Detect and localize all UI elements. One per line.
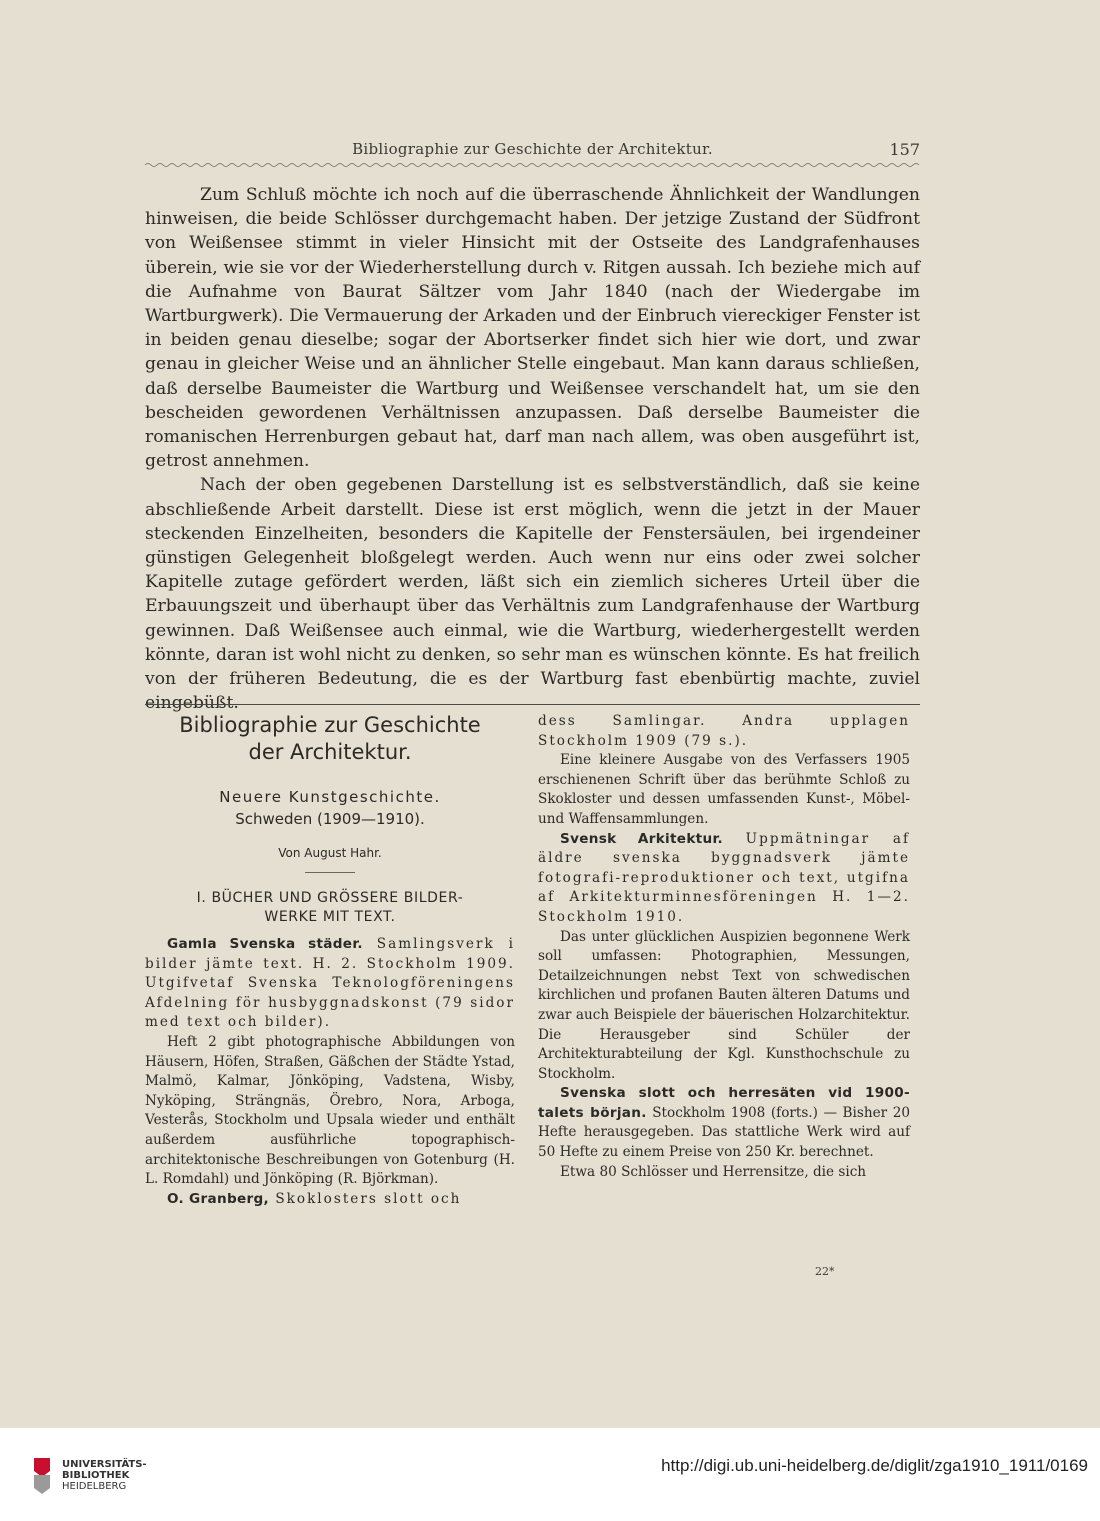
library-line: UNIVERSITÄTS- bbox=[62, 1459, 147, 1470]
library-line: HEIDELBERG bbox=[62, 1481, 127, 1492]
bibliography-title-line: der Architektur. bbox=[248, 740, 412, 764]
author-line: Von August Hahr. bbox=[278, 846, 382, 860]
entry-lead: Svensk Arkitektur. bbox=[560, 830, 723, 847]
entry-text: Stockholm 1908 (forts.) — Bisher 20 Hefte herausgegeben. Das stattliche Werk wird auf 50 Hefte zu einem Preise von 250 Kr. berechnet. bbox=[538, 1104, 910, 1161]
bibliography-title-line: Bibliographie zur Geschichte bbox=[179, 713, 481, 737]
library-line: BIBLIOTHEK bbox=[62, 1470, 130, 1481]
library-logo-icon bbox=[30, 1455, 54, 1497]
entry-text: Eine kleinere Ausgabe von des Verfassers 1905 erschienenen Schrift über das berühmte Schloß zu Skokloster und dessen umfassenden Kunst-, Möbel- und Waffensammlungen. bbox=[538, 752, 910, 827]
bib-entry bbox=[145, 1033, 515, 1190]
entry-lead: O. Granberg, bbox=[167, 1190, 270, 1207]
entry-continuation: dess Samlingar. Andra upplagen Stockholm 1909 (79 s.). bbox=[538, 713, 910, 749]
section-heading-line: WERKE MIT TEXT. bbox=[264, 909, 396, 925]
source-url-link[interactable]: http://digi.ub.uni-heidelberg.de/diglit/zga1910_1911/0169 bbox=[661, 1456, 1088, 1475]
entry-text: Skoklosters slott och bbox=[269, 1190, 462, 1207]
bib-entry bbox=[538, 830, 910, 928]
footer bbox=[0, 1428, 1100, 1521]
bib-entry bbox=[538, 1163, 910, 1183]
section-heading-line: I. BÜCHER UND GRÖSSERE BILDER- bbox=[196, 890, 464, 906]
short-divider bbox=[305, 872, 355, 873]
library-name bbox=[62, 1459, 147, 1492]
paragraph: Nach der oben gegebenen Darstellung ist es selbstverständlich, daß sie keine abschließende Arbeit darstellt. Diese ist erst möglich, wenn die jetzt in der Mauer steckenden Einzelheiten, besonders die Kapitelle der Fenstersäulen, bei irgendeiner günstigen Gelegenheit bloßgelegt werden. Auch wenn nur eins oder zwei solcher Kapitelle zutage gefördert werden, läßt sich ein ziemlich sicheres Urteil über die Erbauungszeit und überhaupt über das Verhältnis zum Landgrafenhause der Wartburg gewinnen. Daß Weißensee auch einmal, wie die Wartburg, wiederhergestellt werden könnte, daran ist wohl nicht zu denken, so sehr man es wünschen könnte. Es hat freilich von der früheren Bedeutung, die es der Wartburg fast ebenbürtig machte, zuviel eingebüßt. bbox=[145, 475, 920, 714]
page-number: 157 bbox=[889, 140, 920, 159]
paragraph: Zum Schluß möchte ich noch auf die überraschende Ähnlichkeit der Wandlungen hinweisen, die beide Schlösser durchgemacht haben. Der jetzige Zustand der Südfront von Weißensee stimmt in vieler Hinsicht mit der Ostseite des Landgrafenhauses überein, wie sie vor der Wiederherstellung durch v. Ritgen aussah. Ich beziehe mich auf die Aufnahme von Baurat Sältzer vom Jahr 1840 (nach der Wiedergabe im Wartburgwerk). Die Vermauerung der Arkaden und der Einbruch viereckiger Fenster ist in beiden genau dieselbe; sogar der Abortserker findet sich hier wie dort, und zwar genau in gleicher Weise und an ähnlicher Stelle eingebaut. Man kann daraus schließen, daß derselbe Baumeister die Wartburg und Weißensee verschandelt hat, um sie den bescheiden gewordenen Verhältnissen anzupassen. Daß derselbe Baumeister die romanischen Herrenburgen gebaut hat, darf man nach allem, was oben ausgeführt ist, getrost annehmen. bbox=[145, 185, 920, 472]
main-text bbox=[145, 183, 920, 715]
bibliography-title bbox=[145, 712, 515, 766]
entry-text: Heft 2 gibt photographische Abbildungen von Häusern, Höfen, Straßen, Gäßchen der Städte Ystad, Malmö, Kalmar, Jönköping, Vadstena, Wisby, Nyköping, Strängnäs, Örebro, Nora, Arboga, Vesterås, Stockholm und Upsala wieder und enthält außerdem ausführliche topographisch-architektonische Beschreibungen von Gotenburg (H. L. Romdahl) und Jönköping (R. Björkman). bbox=[145, 1033, 515, 1188]
section-divider bbox=[145, 704, 920, 705]
wavy-rule bbox=[145, 161, 920, 169]
section-heading bbox=[145, 889, 515, 927]
entry-text: Das unter glücklichen Auspizien begonnene Werk soll umfassen: Photographien, Messungen, Detailzeichnungen nebst Text von schwedischen kirchlichen und profanen Bauten älteren Datums und zwar auch Beispiele der bäuerischen Holzarchitektur. Die Herausgeber sind Schüler der Architekturabteilung der Kgl. Kunsthochschule zu Stockholm. bbox=[538, 928, 910, 1082]
entry-text: Uppmätningar af äldre svenska byggnadsverk jämte fotografi-reproduktioner och text, utgifna af Arkitekturminnesföreningen H. 1—2. Stockholm 1910. bbox=[538, 830, 910, 925]
signature-mark: 22* bbox=[815, 1265, 835, 1278]
right-column bbox=[538, 712, 910, 1182]
entry-text: Samlingsverk i bilder jämte text. H. 2. Stockholm 1909. Utgifvetaf Svenska Teknologföreningens Afdelning för husbyggnadskonst (79 sidor med text och bilder). bbox=[145, 936, 516, 1031]
subtitle: Schweden (1909—1910). bbox=[235, 810, 425, 828]
bib-entry bbox=[538, 751, 910, 829]
bib-entry bbox=[145, 935, 515, 1033]
left-column bbox=[145, 712, 515, 1209]
subtitle: Neuere Kunstgeschichte. bbox=[219, 788, 441, 806]
bib-entry bbox=[538, 1084, 910, 1162]
entry-lead: Gamla Svenska städer. bbox=[167, 936, 363, 952]
entry-lead: Svenska slott och herresäten vid 1900-talets början. bbox=[538, 1085, 910, 1121]
page-header bbox=[145, 140, 920, 162]
running-title: Bibliographie zur Geschichte der Architektur. bbox=[352, 140, 713, 158]
entry-text: Etwa 80 Schlösser und Herrensitze, die sich bbox=[560, 1163, 867, 1180]
bib-entry bbox=[145, 1190, 515, 1210]
bib-entry bbox=[538, 928, 910, 1085]
